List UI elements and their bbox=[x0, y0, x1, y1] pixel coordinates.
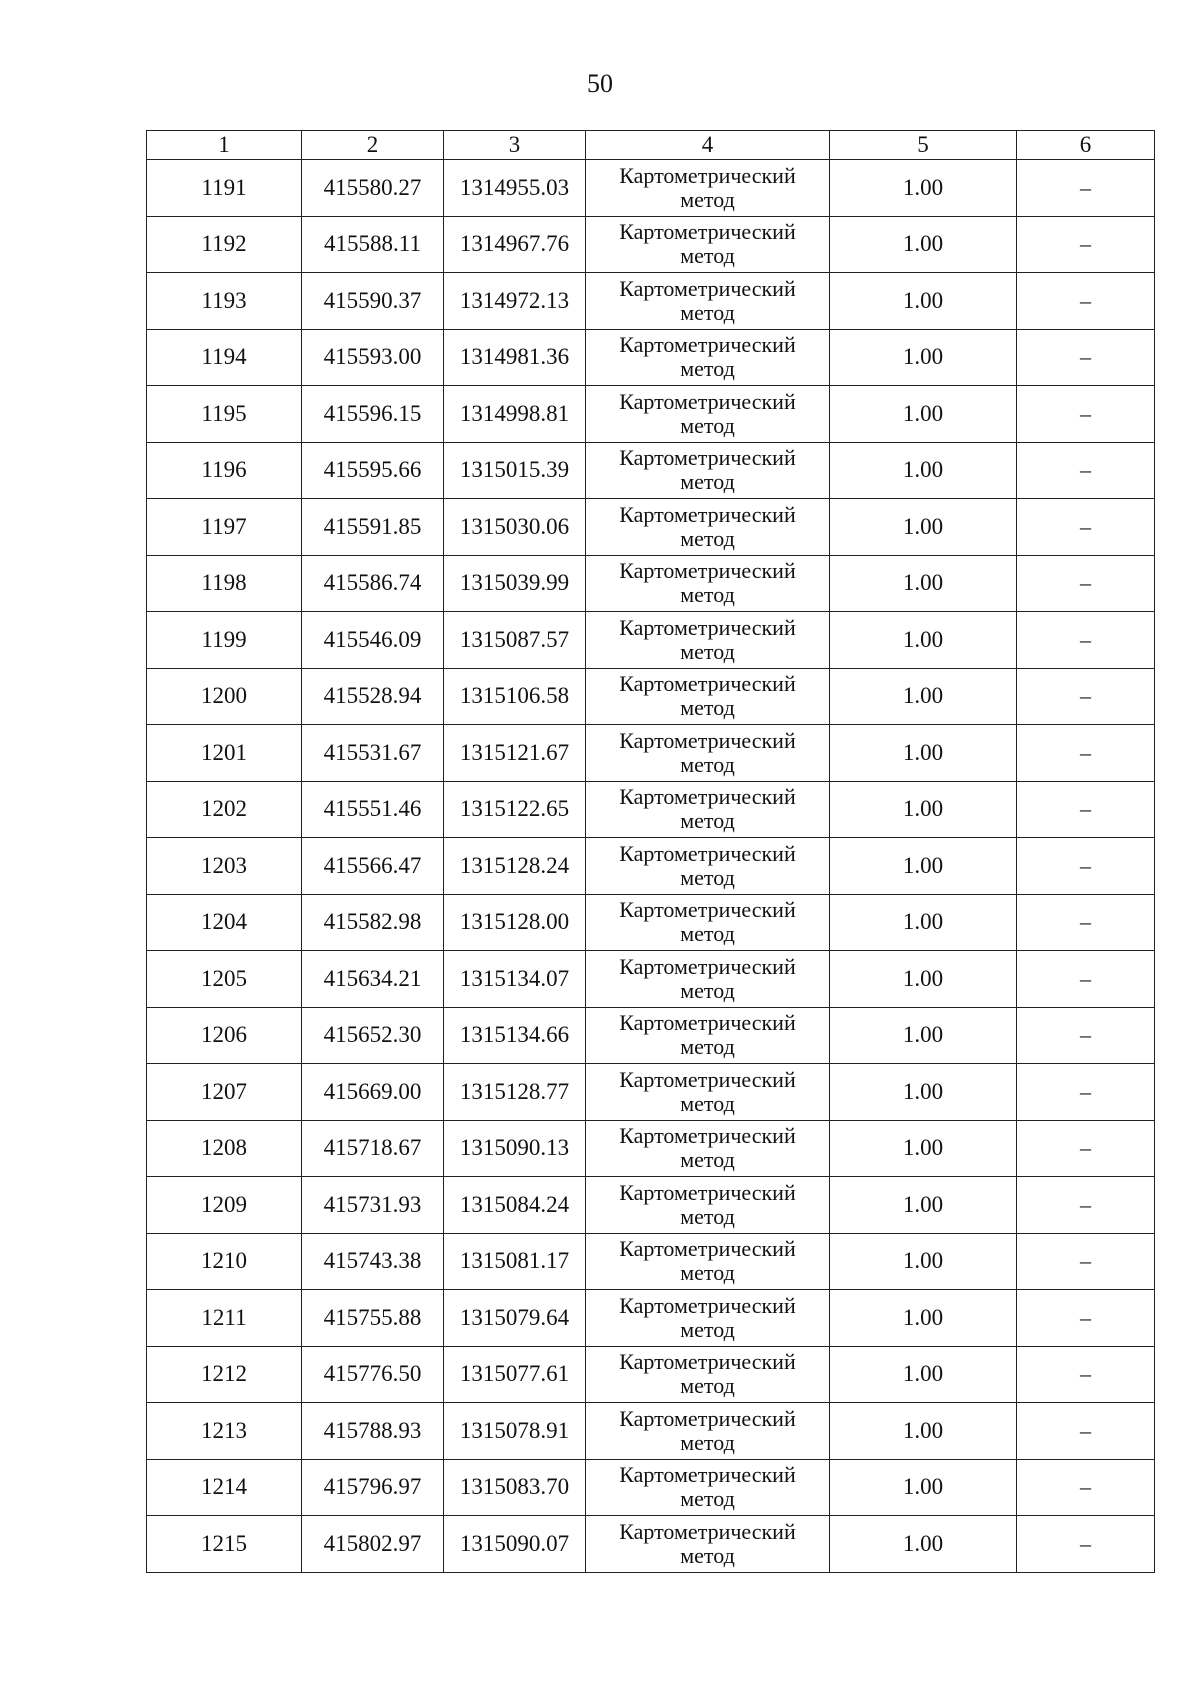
method-line-1: Картометрический bbox=[619, 897, 796, 923]
note-cell: – bbox=[1017, 612, 1155, 669]
point-number-cell: 1201 bbox=[147, 725, 302, 782]
method-cell bbox=[586, 612, 830, 669]
method-line-2: метод bbox=[680, 638, 735, 664]
x-coordinate-cell: 415788.93 bbox=[302, 1403, 444, 1460]
point-number-cell: 1195 bbox=[147, 386, 302, 443]
table-row bbox=[147, 1233, 1155, 1290]
method-line-1: Картометрический bbox=[619, 784, 796, 810]
x-coordinate-cell: 415755.88 bbox=[302, 1290, 444, 1347]
y-coordinate-cell: 1315081.17 bbox=[444, 1233, 586, 1290]
y-coordinate-cell: 1314981.36 bbox=[444, 329, 586, 386]
point-number-cell: 1193 bbox=[147, 273, 302, 330]
table-row bbox=[147, 1346, 1155, 1403]
point-number-cell: 1204 bbox=[147, 894, 302, 951]
method-line-2: метод bbox=[680, 1034, 735, 1060]
accuracy-cell: 1.00 bbox=[830, 668, 1017, 725]
x-coordinate-cell: 415796.97 bbox=[302, 1459, 444, 1516]
point-number-cell: 1213 bbox=[147, 1403, 302, 1460]
x-coordinate-cell: 415582.98 bbox=[302, 894, 444, 951]
method-line-1: Картометрический bbox=[619, 727, 796, 753]
table-row bbox=[147, 160, 1155, 217]
note-cell: – bbox=[1017, 1120, 1155, 1177]
x-coordinate-cell: 415551.46 bbox=[302, 781, 444, 838]
x-coordinate-cell: 415718.67 bbox=[302, 1120, 444, 1177]
table-row bbox=[147, 1064, 1155, 1121]
method-line-1: Картометрический bbox=[619, 219, 796, 245]
method-line-1: Картометрический bbox=[619, 388, 796, 414]
y-coordinate-cell: 1314955.03 bbox=[444, 160, 586, 217]
x-coordinate-cell: 415580.27 bbox=[302, 160, 444, 217]
note-cell: – bbox=[1017, 555, 1155, 612]
method-line-1: Картометрический bbox=[619, 1462, 796, 1488]
method-cell bbox=[586, 781, 830, 838]
method-line-2: метод bbox=[680, 1316, 735, 1342]
method-line-1: Картометрический bbox=[619, 953, 796, 979]
header-col-4: 4 bbox=[586, 131, 830, 160]
point-number-cell: 1203 bbox=[147, 838, 302, 895]
point-number-cell: 1199 bbox=[147, 612, 302, 669]
point-number-cell: 1215 bbox=[147, 1516, 302, 1573]
method-line-2: метод bbox=[680, 356, 735, 382]
note-cell: – bbox=[1017, 442, 1155, 499]
accuracy-cell: 1.00 bbox=[830, 1064, 1017, 1121]
method-cell bbox=[586, 668, 830, 725]
method-cell bbox=[586, 725, 830, 782]
method-line-1: Картометрический bbox=[619, 558, 796, 584]
y-coordinate-cell: 1315079.64 bbox=[444, 1290, 586, 1347]
method-line-2: метод bbox=[680, 921, 735, 947]
method-cell bbox=[586, 555, 830, 612]
table-row bbox=[147, 1290, 1155, 1347]
header-col-3: 3 bbox=[444, 131, 586, 160]
table-row bbox=[147, 838, 1155, 895]
x-coordinate-cell: 415590.37 bbox=[302, 273, 444, 330]
x-coordinate-cell: 415586.74 bbox=[302, 555, 444, 612]
accuracy-cell: 1.00 bbox=[830, 1233, 1017, 1290]
note-cell: – bbox=[1017, 216, 1155, 273]
point-number-cell: 1214 bbox=[147, 1459, 302, 1516]
y-coordinate-cell: 1315134.07 bbox=[444, 951, 586, 1008]
table-row bbox=[147, 499, 1155, 556]
y-coordinate-cell: 1315128.24 bbox=[444, 838, 586, 895]
point-number-cell: 1209 bbox=[147, 1177, 302, 1234]
accuracy-cell: 1.00 bbox=[830, 1120, 1017, 1177]
method-line-2: метод bbox=[680, 1486, 735, 1512]
accuracy-cell: 1.00 bbox=[830, 386, 1017, 443]
method-line-1: Картометрический bbox=[619, 1179, 796, 1205]
method-line-2: метод bbox=[680, 469, 735, 495]
method-line-1: Картометрический bbox=[619, 445, 796, 471]
note-cell: – bbox=[1017, 1403, 1155, 1460]
method-cell bbox=[586, 1177, 830, 1234]
x-coordinate-cell: 415802.97 bbox=[302, 1516, 444, 1573]
note-cell: – bbox=[1017, 951, 1155, 1008]
table-header bbox=[147, 131, 1155, 160]
method-line-2: метод bbox=[680, 1373, 735, 1399]
method-line-2: метод bbox=[680, 864, 735, 890]
coordinates-table bbox=[146, 130, 1155, 1573]
method-cell bbox=[586, 1403, 830, 1460]
y-coordinate-cell: 1314967.76 bbox=[444, 216, 586, 273]
method-line-2: метод bbox=[680, 1260, 735, 1286]
accuracy-cell: 1.00 bbox=[830, 329, 1017, 386]
accuracy-cell: 1.00 bbox=[830, 612, 1017, 669]
method-cell bbox=[586, 1459, 830, 1516]
point-number-cell: 1206 bbox=[147, 1007, 302, 1064]
method-cell bbox=[586, 386, 830, 443]
point-number-cell: 1211 bbox=[147, 1290, 302, 1347]
table-row bbox=[147, 1459, 1155, 1516]
point-number-cell: 1207 bbox=[147, 1064, 302, 1121]
y-coordinate-cell: 1315030.06 bbox=[444, 499, 586, 556]
table-row bbox=[147, 894, 1155, 951]
accuracy-cell: 1.00 bbox=[830, 555, 1017, 612]
y-coordinate-cell: 1315134.66 bbox=[444, 1007, 586, 1064]
method-cell bbox=[586, 1007, 830, 1064]
note-cell: – bbox=[1017, 1177, 1155, 1234]
accuracy-cell: 1.00 bbox=[830, 1007, 1017, 1064]
accuracy-cell: 1.00 bbox=[830, 1290, 1017, 1347]
method-cell bbox=[586, 160, 830, 217]
method-line-1: Картометрический bbox=[619, 1518, 796, 1544]
table-row bbox=[147, 273, 1155, 330]
x-coordinate-cell: 415591.85 bbox=[302, 499, 444, 556]
x-coordinate-cell: 415596.15 bbox=[302, 386, 444, 443]
method-line-1: Картометрический bbox=[619, 1405, 796, 1431]
method-cell bbox=[586, 1233, 830, 1290]
table-row bbox=[147, 442, 1155, 499]
accuracy-cell: 1.00 bbox=[830, 1459, 1017, 1516]
note-cell: – bbox=[1017, 838, 1155, 895]
method-line-1: Картометрический bbox=[619, 501, 796, 527]
point-number-cell: 1202 bbox=[147, 781, 302, 838]
method-line-2: метод bbox=[680, 977, 735, 1003]
accuracy-cell: 1.00 bbox=[830, 1177, 1017, 1234]
point-number-cell: 1196 bbox=[147, 442, 302, 499]
method-cell bbox=[586, 894, 830, 951]
table-row bbox=[147, 1403, 1155, 1460]
x-coordinate-cell: 415652.30 bbox=[302, 1007, 444, 1064]
x-coordinate-cell: 415634.21 bbox=[302, 951, 444, 1008]
note-cell: – bbox=[1017, 1064, 1155, 1121]
method-line-1: Картометрический bbox=[619, 840, 796, 866]
note-cell: – bbox=[1017, 386, 1155, 443]
x-coordinate-cell: 415776.50 bbox=[302, 1346, 444, 1403]
table-row bbox=[147, 668, 1155, 725]
note-cell: – bbox=[1017, 1290, 1155, 1347]
accuracy-cell: 1.00 bbox=[830, 273, 1017, 330]
x-coordinate-cell: 415531.67 bbox=[302, 725, 444, 782]
note-cell: – bbox=[1017, 273, 1155, 330]
header-col-5: 5 bbox=[830, 131, 1017, 160]
method-line-1: Картометрический bbox=[619, 275, 796, 301]
page-number: 50 bbox=[587, 69, 613, 98]
method-line-2: метод bbox=[680, 1429, 735, 1455]
method-cell bbox=[586, 1120, 830, 1177]
accuracy-cell: 1.00 bbox=[830, 781, 1017, 838]
accuracy-cell: 1.00 bbox=[830, 499, 1017, 556]
method-cell bbox=[586, 1346, 830, 1403]
method-line-1: Картометрический bbox=[619, 1066, 796, 1092]
note-cell: – bbox=[1017, 725, 1155, 782]
method-cell bbox=[586, 1516, 830, 1573]
note-cell: – bbox=[1017, 781, 1155, 838]
accuracy-cell: 1.00 bbox=[830, 951, 1017, 1008]
y-coordinate-cell: 1315090.13 bbox=[444, 1120, 586, 1177]
method-line-2: метод bbox=[680, 1203, 735, 1229]
note-cell: – bbox=[1017, 1007, 1155, 1064]
point-number-cell: 1200 bbox=[147, 668, 302, 725]
method-cell bbox=[586, 273, 830, 330]
y-coordinate-cell: 1315128.00 bbox=[444, 894, 586, 951]
method-cell bbox=[586, 216, 830, 273]
table-row bbox=[147, 951, 1155, 1008]
table-row bbox=[147, 1120, 1155, 1177]
x-coordinate-cell: 415593.00 bbox=[302, 329, 444, 386]
accuracy-cell: 1.00 bbox=[830, 1346, 1017, 1403]
point-number-cell: 1197 bbox=[147, 499, 302, 556]
table-row bbox=[147, 612, 1155, 669]
accuracy-cell: 1.00 bbox=[830, 216, 1017, 273]
method-line-2: метод bbox=[680, 695, 735, 721]
note-cell: – bbox=[1017, 1459, 1155, 1516]
method-line-2: метод bbox=[680, 412, 735, 438]
table-body bbox=[147, 160, 1155, 1573]
y-coordinate-cell: 1315122.65 bbox=[444, 781, 586, 838]
point-number-cell: 1192 bbox=[147, 216, 302, 273]
table-row bbox=[147, 1177, 1155, 1234]
method-cell bbox=[586, 442, 830, 499]
accuracy-cell: 1.00 bbox=[830, 838, 1017, 895]
point-number-cell: 1210 bbox=[147, 1233, 302, 1290]
note-cell: – bbox=[1017, 1346, 1155, 1403]
y-coordinate-cell: 1315084.24 bbox=[444, 1177, 586, 1234]
table-row bbox=[147, 216, 1155, 273]
method-line-1: Картометрический bbox=[619, 1349, 796, 1375]
accuracy-cell: 1.00 bbox=[830, 1403, 1017, 1460]
method-line-1: Картометрический bbox=[619, 162, 796, 188]
x-coordinate-cell: 415566.47 bbox=[302, 838, 444, 895]
point-number-cell: 1191 bbox=[147, 160, 302, 217]
note-cell: – bbox=[1017, 1233, 1155, 1290]
accuracy-cell: 1.00 bbox=[830, 442, 1017, 499]
x-coordinate-cell: 415669.00 bbox=[302, 1064, 444, 1121]
note-cell: – bbox=[1017, 329, 1155, 386]
method-line-2: метод bbox=[680, 186, 735, 212]
table-row bbox=[147, 781, 1155, 838]
x-coordinate-cell: 415595.66 bbox=[302, 442, 444, 499]
x-coordinate-cell: 415588.11 bbox=[302, 216, 444, 273]
method-line-2: метод bbox=[680, 1147, 735, 1173]
method-line-1: Картометрический bbox=[619, 671, 796, 697]
header-col-2: 2 bbox=[302, 131, 444, 160]
point-number-cell: 1212 bbox=[147, 1346, 302, 1403]
table-row bbox=[147, 555, 1155, 612]
method-line-1: Картометрический bbox=[619, 1010, 796, 1036]
method-line-1: Картометрический bbox=[619, 614, 796, 640]
y-coordinate-cell: 1315015.39 bbox=[444, 442, 586, 499]
table-row bbox=[147, 1007, 1155, 1064]
method-line-1: Картометрический bbox=[619, 332, 796, 358]
method-cell bbox=[586, 1290, 830, 1347]
table-row bbox=[147, 386, 1155, 443]
accuracy-cell: 1.00 bbox=[830, 894, 1017, 951]
x-coordinate-cell: 415528.94 bbox=[302, 668, 444, 725]
header-row bbox=[147, 131, 1155, 160]
y-coordinate-cell: 1315128.77 bbox=[444, 1064, 586, 1121]
y-coordinate-cell: 1315121.67 bbox=[444, 725, 586, 782]
method-line-2: метод bbox=[680, 582, 735, 608]
method-line-1: Картометрический bbox=[619, 1292, 796, 1318]
method-cell bbox=[586, 329, 830, 386]
note-cell: – bbox=[1017, 668, 1155, 725]
method-line-1: Картометрический bbox=[619, 1236, 796, 1262]
y-coordinate-cell: 1314972.13 bbox=[444, 273, 586, 330]
y-coordinate-cell: 1315087.57 bbox=[444, 612, 586, 669]
method-line-2: метод bbox=[680, 243, 735, 269]
note-cell: – bbox=[1017, 499, 1155, 556]
header-col-1: 1 bbox=[147, 131, 302, 160]
table-row bbox=[147, 1516, 1155, 1573]
header-col-6: 6 bbox=[1017, 131, 1155, 160]
note-cell: – bbox=[1017, 160, 1155, 217]
table-row bbox=[147, 725, 1155, 782]
x-coordinate-cell: 415731.93 bbox=[302, 1177, 444, 1234]
method-line-2: метод bbox=[680, 751, 735, 777]
table-row bbox=[147, 329, 1155, 386]
y-coordinate-cell: 1315077.61 bbox=[444, 1346, 586, 1403]
y-coordinate-cell: 1315078.91 bbox=[444, 1403, 586, 1460]
method-cell bbox=[586, 1064, 830, 1121]
accuracy-cell: 1.00 bbox=[830, 160, 1017, 217]
x-coordinate-cell: 415743.38 bbox=[302, 1233, 444, 1290]
point-number-cell: 1205 bbox=[147, 951, 302, 1008]
method-line-2: метод bbox=[680, 525, 735, 551]
method-line-2: метод bbox=[680, 1542, 735, 1568]
accuracy-cell: 1.00 bbox=[830, 725, 1017, 782]
method-cell bbox=[586, 951, 830, 1008]
note-cell: – bbox=[1017, 1516, 1155, 1573]
y-coordinate-cell: 1315106.58 bbox=[444, 668, 586, 725]
note-cell: – bbox=[1017, 894, 1155, 951]
method-line-2: метод bbox=[680, 299, 735, 325]
y-coordinate-cell: 1315090.07 bbox=[444, 1516, 586, 1573]
point-number-cell: 1194 bbox=[147, 329, 302, 386]
method-cell bbox=[586, 838, 830, 895]
y-coordinate-cell: 1314998.81 bbox=[444, 386, 586, 443]
accuracy-cell: 1.00 bbox=[830, 1516, 1017, 1573]
y-coordinate-cell: 1315083.70 bbox=[444, 1459, 586, 1516]
method-line-2: метод bbox=[680, 808, 735, 834]
y-coordinate-cell: 1315039.99 bbox=[444, 555, 586, 612]
method-line-2: метод bbox=[680, 1090, 735, 1116]
x-coordinate-cell: 415546.09 bbox=[302, 612, 444, 669]
point-number-cell: 1208 bbox=[147, 1120, 302, 1177]
method-line-1: Картометрический bbox=[619, 1123, 796, 1149]
method-cell bbox=[586, 499, 830, 556]
point-number-cell: 1198 bbox=[147, 555, 302, 612]
